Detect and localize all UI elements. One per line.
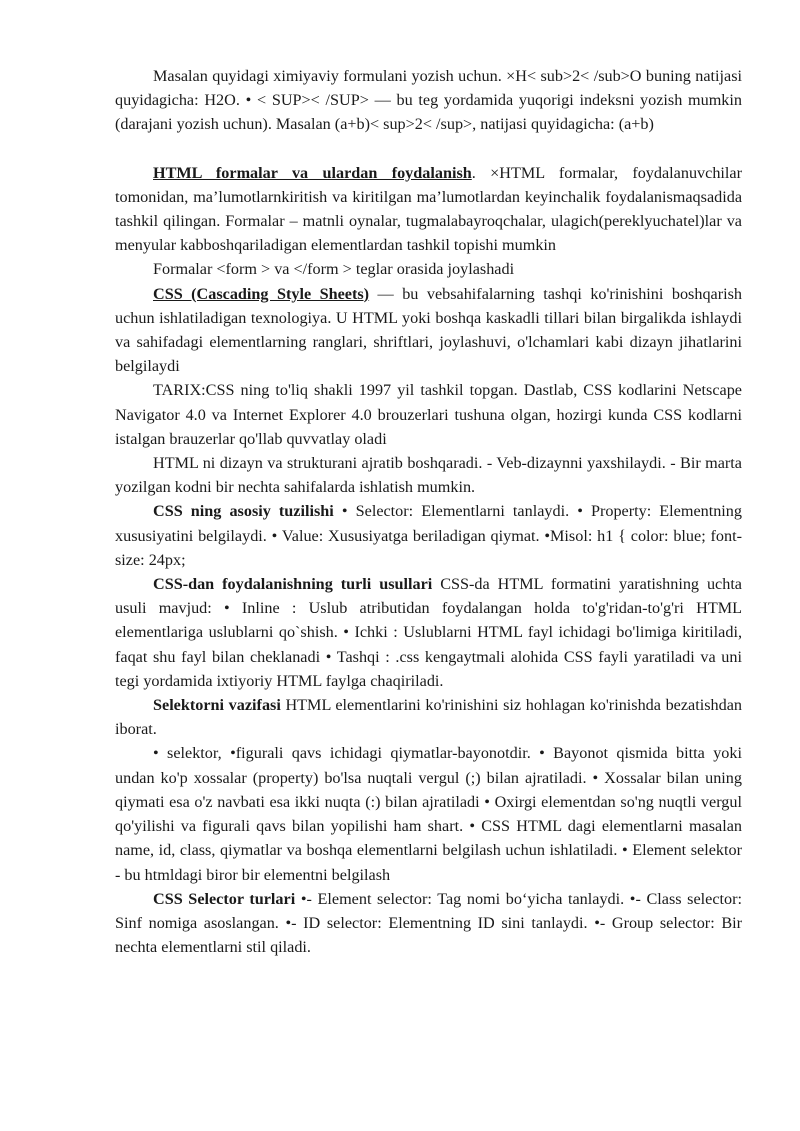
paragraph-css-history bbox=[115, 378, 742, 451]
paragraph-text: • selektor, •figurali qavs ichidagi qiymatlar-bayonotdir. • Bayonot qismida bitta yoki undan ko'p xossalar (property) bo'lsa nuqtali vergul (;) bilan ajratiladi. • Xossalar bilan uning qiymati esa o'z navbati esa ikki nuqta (:) bilan ajratiladi • Oxirgi elementdan so'ng nuqtli vergul qo'yilishi va figurali qavs bilan yopilishi ham shart. • CSS HTML dagi elementlarni masalan name, id, class, qiymatlar va boshqa elementlarni belgilash uchun ishlatiladi. • Element selektor - bu htmldagi biror bir elementni belgilash bbox=[115, 744, 742, 884]
paragraph-css-usage-methods bbox=[115, 572, 742, 693]
section-heading: HTML formalar va ulardan foydalanish bbox=[153, 163, 472, 182]
paragraph-css-definition bbox=[115, 282, 742, 379]
paragraph-selector-types bbox=[115, 887, 742, 960]
paragraph-css-benefits bbox=[115, 451, 742, 499]
section-heading: CSS Selector turlari bbox=[153, 889, 296, 908]
section-heading: CSS ning asosiy tuzilishi bbox=[153, 502, 334, 521]
paragraph-chemical-formula bbox=[115, 64, 742, 137]
paragraph-text: •- Element selector: Tag nomi bo‘yicha tanlaydi. •- Class selector: Sinf nomiga asoslangan. •- ID selector: Elementning ID sini tanlaydi. •- Group selector: Bir nechta elementlarni stil qiladi. bbox=[115, 889, 742, 957]
paragraph-text: • Selector: Elementlarni tanlaydi. • Property: Elementning xususiyatini belgilaydi. • Value: Xususiyatga beriladigan qiymat. •Misol: h1 { color: blue; font-size: 24px; bbox=[115, 502, 742, 569]
section-heading: CSS-dan foydalanishning turli usullari bbox=[153, 575, 433, 594]
paragraph-text: TARIX:CSS ning to'liq shakli 1997 yil tashkil topgan. Dastlab, CSS kodlarini Netscape Navigator 4.0 va Internet Explorer 4.0 brouzerlari tushuna olgan, hozirgi kunda CSS kodlarni istalgan brauzerlar qo'llab quvvatlay oladi bbox=[115, 381, 742, 448]
paragraph-gap bbox=[115, 137, 742, 161]
paragraph-text: Masalan quyidagi ximiyaviy formulani yozish uchun. ×H< sub>2< /sub>O buning natijasi quyidagicha: H2O. • < SUP>< /SUP> — bu teg yordamida yuqorigi indeksni yozish mumkin (darajani yozish uchun). Masalan (a+b)< sup>2< /sup>, natijasi quyidagicha: (a+b) bbox=[115, 67, 742, 134]
paragraph-text: CSS-da HTML formatini yaratishning uchta usuli mavjud: • Inline : Uslub atributidan foydalangan holda to'g'ridan-to'g'ri HTML elementlariga uslublarni qo`shish. • Ichki : Uslublarni HTML fayl ichidagi bo'limiga kiritiladi, faqat shu fayl bilan cheklanadi • Tashqi : .css kengaytmali alohida CSS fayli yaratiladi va uni tegi yordamida ixtiyoriy HTML faylga chaqiriladi. bbox=[115, 575, 742, 690]
paragraph-text: Formalar <form > va </form > teglar orasida joylashadi bbox=[153, 260, 515, 279]
paragraph-selector-syntax bbox=[115, 741, 742, 886]
section-heading: Selektorni vazifasi bbox=[153, 696, 281, 715]
paragraph-html-forms bbox=[115, 161, 742, 258]
paragraph-css-structure bbox=[115, 499, 742, 572]
section-heading: CSS (Cascading Style Sheets) bbox=[153, 284, 370, 303]
paragraph-selector-purpose bbox=[115, 693, 742, 741]
paragraph-text: HTML elementlarini ko'rinishini siz hohlagan ko'rinishda bezatishdan iborat. bbox=[115, 696, 743, 739]
paragraph-text: HTML ni dizayn va strukturani ajratib boshqaradi. - Veb-dizaynni yaxshilaydi. - Bir marta yozilgan kodni bir nechta sahifalarda ishlatish mumkin. bbox=[115, 454, 742, 497]
paragraph-form-tags bbox=[115, 257, 742, 281]
paragraph-text: — bu vebsahifalarning tashqi ko'rinishini boshqarish uchun ishlatiladigan texnologiya. U HTML yoki boshqa kaskadli tillari bilan birgalikda ishlaydi va sahifadagi elementlarning ranglari, shriftlari, joylashuvi, o'lchamlari kabi dizayn jihatlarini belgilaydi bbox=[115, 284, 743, 376]
paragraph-text: . ×HTML formalar, foydalanuvchilar tomonidan, ma’lumotlarnkiritish va kiritilgan ma’lumotlardan keyinchalik foydalanismaqsadida tashkil qilingan. Formalar – matnli oynalar, tugmalabayroqchalar, ulagich(pereklyuchatel)lar va menyular kabboshqariladigan elementlardan tashkil topishi mumkin bbox=[115, 163, 742, 255]
